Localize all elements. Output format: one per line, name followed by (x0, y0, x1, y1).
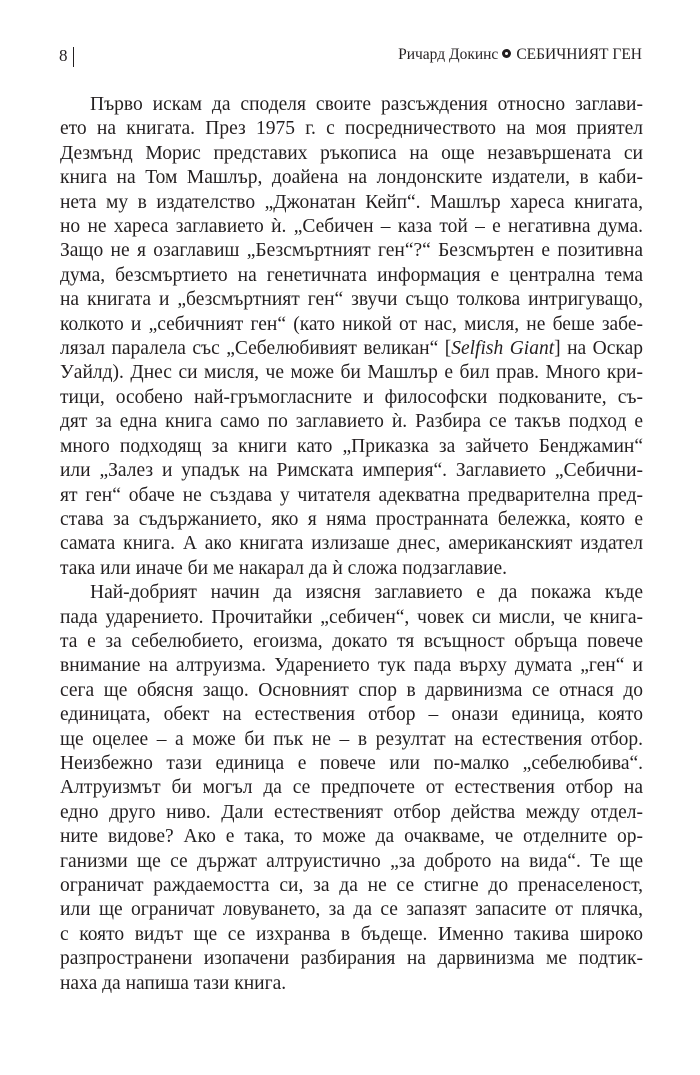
text-line: или „Залез и упадък на Римската империя“. Заглавието „Себични- (60, 460, 643, 482)
circle-bullet-icon (502, 49, 511, 58)
body-text (60, 93, 643, 996)
book-title: СЕБИЧНИЯТ ГЕН (516, 46, 642, 63)
text-line: едно друго ниво. Дали естественият отбор действа между отдел- (60, 801, 643, 823)
text-line: тици, особено най-гръмогласните и философски подкованите, съ- (60, 386, 643, 408)
text-line: но не хареса заглавието ѝ. „Себичен – каза той – е негативна дума. (60, 216, 643, 238)
text-line: Дезмънд Морис представих ръкописа на още незавършената си (60, 142, 643, 164)
text-line: или ще ограничат ловуването, за да се запазят запасите от плячка, (60, 899, 643, 921)
text-line: дума, безсмъртието на генетичната информация е централна тема (60, 264, 643, 286)
text-line: дят за една книга само по заглавието ѝ. Разбира се такъв подход е (60, 411, 643, 433)
text-line: ят ген“ обаче не създава у читателя адекватна предварителна пред- (60, 484, 643, 506)
text-line: става за съдържанието, яко я няма пространната бележка, която е (60, 508, 643, 530)
text-segment: лязал паралела със „Себелюбивият великан“ [ (60, 338, 452, 360)
text-line: Алтруизмът би могъл да се предпочете от естествения отбор на (60, 777, 643, 799)
text-line: така или иначе би ме накарал да ѝ сложа подзаглавие. (60, 557, 508, 579)
text-line: сега ще обясня защо. Основният спор в дарвинизма се отнася до (60, 679, 643, 701)
text-line: нета му в издателство „Джонатан Кейп“. Машлър хареса книгата, (60, 191, 643, 213)
text-line: ните видове? Ако е така, то може да очакваме, че отделните ор- (60, 826, 643, 848)
text-line: много подходящ за книги като „Приказка за зайчето Бенджамин“ (60, 435, 643, 457)
text-line: Защо не я озаглавиш „Безсмъртният ген“?“ Безсмъртен е позитивна (60, 240, 643, 262)
text-line: Неизбежно тази единица е повече или по-малко „себелюбива“. (60, 752, 643, 774)
header-divider (73, 47, 74, 67)
running-header (59, 46, 642, 74)
text-line: на книгата и „безсмъртният ген“ звучи също толкова интригуващо, (60, 289, 643, 311)
text-line: книга на Том Машлър, доайена на лондонските издатели, в каби- (60, 167, 643, 189)
text-line: Уайлд). Днес си мисля, че може би Машлър е бил прав. Много кри- (60, 362, 643, 384)
text-line (60, 337, 643, 361)
text-segment: ] на Оскар (554, 338, 643, 360)
text-line: самата книга. А ако книгата излизаше днес, американският издател (60, 533, 643, 555)
page-number: 8 (59, 46, 68, 65)
text-line: с която видът ще се изхранва в бъдеще. Именно такива широко (60, 923, 643, 945)
text-line: ограничат раждаемостта си, за да не се стигне до пренаселеност, (60, 875, 643, 896)
text-line: внимание на алтруизма. Ударението тук пада върху думата „ген“ и (60, 655, 643, 677)
paragraph (60, 93, 643, 581)
text-line: ганизми ще се държат алтруистично „за доброто на вида“. Те ще (60, 850, 643, 872)
italic-title: Selfish Giant (451, 338, 555, 360)
text-line: ще оцелее – а може би пък не – в резултат на естествения отбор. (60, 728, 643, 750)
text-line: Първо искам да споделя своите разсъждения относно заглави- (90, 94, 643, 115)
text-line: единицата, обект на естествения отбор – онази единица, която (60, 704, 643, 726)
text-line: пада ударението. Прочитайки „себичен“, човек си мисли, че книга- (60, 606, 643, 628)
text-line: Най-добрият начин да изясня заглавието е да покажа къде (90, 582, 643, 604)
text-line: ето на книгата. През 1975 г. с посредничеството на моя приятел (60, 118, 643, 140)
text-line: наха да напиша тази книга. (60, 972, 287, 994)
text-line: колкото и „себичният ген“ (като никой от нас, мисля, не беше забе- (60, 313, 643, 335)
text-line: та е за себелюбието, егоизма, докато тя всъщност обръща повече (60, 630, 643, 652)
paragraph (60, 581, 643, 996)
text-line: разпространени изопачени разбирания на дарвинизма ме подтик- (60, 948, 643, 970)
author-name: Ричард Докинс (398, 46, 499, 63)
running-head (398, 46, 642, 64)
